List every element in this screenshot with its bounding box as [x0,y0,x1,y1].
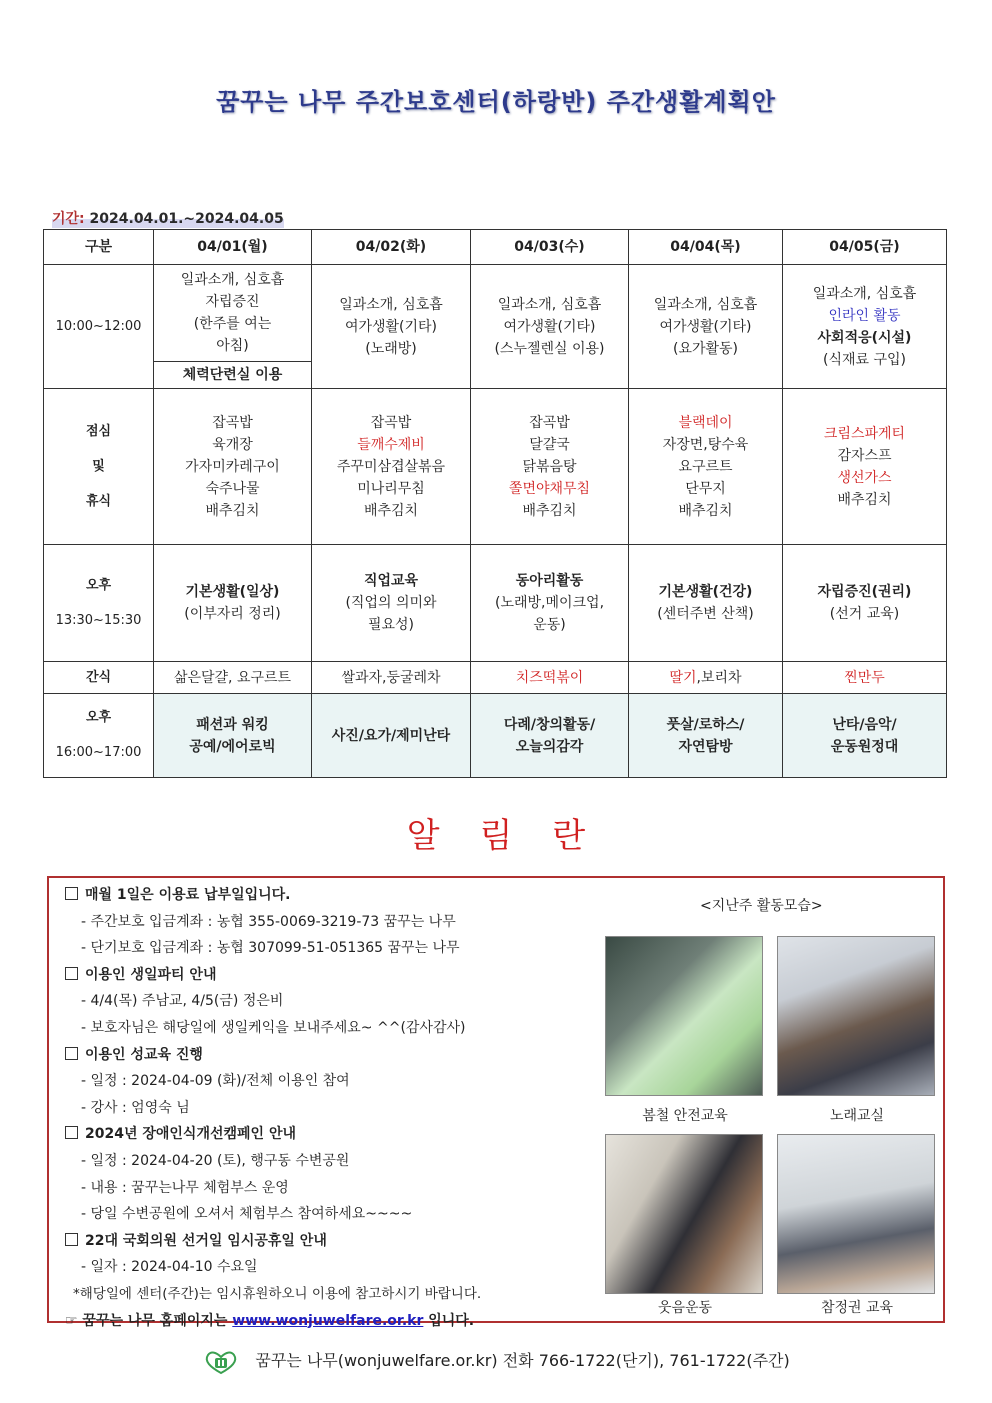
menu-item: 감자스프 [837,447,892,464]
line: 점심 [85,423,112,439]
snack-row [44,662,947,694]
menu-item: 배추김치 [522,502,577,519]
afternoon1-mon [154,545,312,662]
line: 자립증진 [205,294,260,310]
photo-caption: 참정권 교육 [820,1300,894,1316]
line: 오늘의감각 [515,738,584,755]
page-title: 꿈꾸는 나무 주간보호센터(하랑반) 주간생활계획안 [216,88,776,116]
menu-item: 잡곡밥 [370,414,412,431]
menu-item: 배추김치 [363,502,419,519]
line: 및 [92,458,105,474]
menu-item: 요구르트 [678,458,733,475]
menu-item: 생선가스 [837,469,892,486]
footnote: *해당일에 센터(주간)는 임시휴원하오니 이용에 참고하시기 바랍니다. [73,1285,482,1302]
menu-item: 배추김치 [837,491,892,508]
afternoon1-tue [312,545,471,662]
afternoon1-fri [783,545,947,662]
footer-text: 꿈꾸는 나무(wonjuwelfare.or.kr) 전화 766-1722(단기), 761-1722(주간) [255,1351,790,1370]
afternoon2-wed [471,694,629,778]
line: 일과소개, 심호흡 [339,296,443,313]
line: 공예/에어로빅 [189,738,276,755]
line: 여가생활(기타) [503,318,596,335]
notice-head-text: 매월 1일은 이용료 납부일입니다. [85,887,291,903]
snack-thu-a: 딸기 [669,669,697,686]
line: 필요성) [367,617,415,633]
afternoon2-tue [312,694,471,778]
afternoon1-thu [629,545,783,662]
line: (노래방,메이크업, [494,595,605,611]
notice-line: - 주간보호 입금계좌 : 농협 355-0069-3219-73 꿈꾸는 나무 [81,913,456,930]
notice-head [65,1228,605,1255]
line: 오후 [85,710,112,725]
menu-item: 닭볶음탕 [522,458,577,475]
morning-row [44,265,947,389]
header-cell: 구분 [44,230,154,265]
homepage-line [65,1308,605,1335]
menu-item: 들깨수제비 [357,436,425,453]
homepage-prefix: ☞ 꿈꾸는 나무 홈페이지는 [65,1312,228,1329]
lunch-row [44,389,947,545]
line: 16:00~17:00 [55,745,142,760]
photo-caption: 노래교실 [829,1108,885,1124]
lunch-fri [783,389,947,545]
menu-item: 배추김치 [205,502,260,519]
line: 여가생활(기타) [344,318,438,335]
homepage-suffix: 입니다. [428,1312,475,1329]
line: 패션과 워킹 [196,716,269,733]
notice-head-text: 22대 국회의원 선거일 임시공휴일 안내 [85,1232,327,1249]
period-label: 기간: [52,211,85,227]
lunch-wed [471,389,629,545]
afternoon1-row [44,545,947,662]
morning-thu [629,265,783,389]
footer [0,1348,992,1375]
notice-line: - 내용 : 꿈꾸는나무 체험부스 운영 [81,1179,289,1196]
line: (노래방) [365,340,417,357]
header-cell: 04/02(화) [312,230,471,265]
line: 풋살/로하스/ [666,716,745,733]
menu-item: 육개장 [212,436,253,453]
checkbox-icon [65,1047,78,1060]
period-value: 2024.04.01.~2024.04.05 [89,211,284,227]
row-label-afternoon2 [44,694,154,778]
line: (한주를 여는 [193,316,272,332]
line: (선거 교육) [829,606,900,622]
notice-head-text: 2024년 장애인식개선캠페인 안내 [85,1126,297,1143]
line: 기본생활(건강) [658,584,753,600]
menu-item: 블랙데이 [678,414,733,431]
header-row [44,230,947,265]
period [52,208,284,228]
afternoon2-row [44,694,947,778]
photo-caption: 봄철 안전교육 [642,1108,728,1124]
photo-caption: 웃음운동 [657,1300,713,1316]
notice-line: - 일자 : 2024-04-10 수요일 [81,1259,258,1276]
notice-head [65,1121,605,1148]
notice-head-text: 이용인 성교육 진행 [85,1046,203,1063]
row-label-lunch [44,389,154,545]
activity-photo [777,936,935,1096]
notice-line: - 강사 : 엄영숙 님 [81,1099,190,1116]
row-label-snack: 간식 [44,662,154,694]
lunch-mon [154,389,312,545]
notice-line: - 단기보호 입금계좌 : 농협 307099-51-051365 꿈꾸는 나무 [81,940,460,957]
activity-photo [605,936,763,1096]
line: 다례/창의활동/ [503,716,596,733]
morning-tue [312,265,471,389]
header-cell: 04/01(월) [154,230,312,265]
line: 운동) [533,617,566,633]
notice-list [65,882,605,1334]
photos-label: <지난주 활동모습> [700,898,823,914]
snack-fri: 찐만두 [783,662,947,694]
header-cell: 04/05(금) [783,230,947,265]
menu-item: 크림스파게티 [823,425,906,442]
gym-use: 체력단련실 이용 [154,361,311,388]
line: 13:30~15:30 [55,612,142,628]
afternoon2-fri [783,694,947,778]
activity-photo [605,1134,763,1294]
line: 인라인 활동 [828,307,901,324]
line: 휴식 [85,493,112,509]
line: 아침) [216,338,249,354]
header-cell: 04/03(수) [471,230,629,265]
line: 오후 [85,577,112,593]
line: 기본생활(일상) [185,584,280,600]
line: 일과소개, 심호흡 [653,296,758,313]
checkbox-icon [65,967,78,980]
notice-line: - 일정 : 2024-04-09 (화)/전체 이용인 참여 [81,1073,350,1090]
menu-item: 달걀국 [529,436,570,453]
snack-thu-b: ,보리차 [696,669,742,686]
afternoon1-wed [471,545,629,662]
line: 난타/음악/ [832,716,897,733]
menu-item: 주꾸미삼겹살볶음 [336,458,446,475]
line: 사회적응(시설) [817,329,912,346]
line: (센터주변 산책) [657,606,754,622]
line: 여가생활(기타) [659,318,752,335]
line: 일과소개, 심호흡 [180,272,285,288]
checkbox-icon [65,887,78,900]
lunch-thu [629,389,783,545]
notice-head-text: 이용인 생일파티 안내 [85,966,217,983]
notice-line: - 4/4(목) 주남교, 4/5(금) 정은비 [81,993,284,1010]
snack-thu [629,662,783,694]
line: 일과소개, 심호흡 [497,296,602,313]
lunch-tue [312,389,471,545]
line: 일과소개, 심호흡 [812,285,917,302]
line: 동아리활동 [515,573,584,589]
weekly-schedule-table [43,229,947,778]
notice-line: - 일정 : 2024-04-20 (토), 행구동 수변공원 [81,1152,350,1169]
line: 자립증진(권리) [817,584,912,600]
line: (직업의 의미와 [345,595,437,611]
line: (식재료 구입) [823,351,906,368]
homepage-link[interactable]: www.wonjuwelfare.or.kr [232,1312,424,1329]
snack-wed: 치즈떡볶이 [471,662,629,694]
afternoon2-mon [154,694,312,778]
notice-head [65,1042,605,1069]
header-cell: 04/04(목) [629,230,783,265]
menu-item: 배추김치 [678,502,733,519]
menu-item: 숙주나물 [205,480,260,497]
notice-box [47,876,945,1329]
line: 직업교육 [363,573,419,589]
notice-head [65,962,605,989]
menu-item: 쫄면야채무침 [508,480,591,497]
snack-tue: 쌀과자,둥굴레차 [312,662,471,694]
line: (스누젤렌실 이용) [494,340,605,357]
tree-logo-icon [202,1349,240,1375]
checkbox-icon [65,1233,78,1246]
checkbox-icon [65,1126,78,1139]
activity-photo [777,1134,935,1294]
morning-mon [154,265,312,389]
menu-item: 잡곡밥 [529,414,570,431]
line: 자연탐방 [678,738,733,755]
notice-line: - 보호자님은 해당일에 생일케익을 보내주세요~ ^^(감사감사) [81,1019,466,1036]
row-label-morning: 10:00~12:00 [44,265,154,389]
snack-mon: 삶은달걀, 요구르트 [154,662,312,694]
notice-title: 알림란 [406,816,626,856]
row-label-afternoon1 [44,545,154,662]
afternoon2-thu [629,694,783,778]
line: (요가활동) [672,340,739,357]
line: 사진/요가/제미난타 [331,727,451,744]
line: 운동원정대 [830,738,899,755]
menu-item: 가자미카레구이 [185,458,280,475]
menu-item: 자장면,탕수육 [662,436,749,453]
notice-line: - 당일 수변공원에 오셔서 체험부스 참여하세요~~~~ [81,1206,413,1223]
menu-item: 단무지 [685,480,726,497]
morning-wed [471,265,629,389]
menu-item: 미나리무침 [357,480,425,497]
line: (이부자리 정리) [184,606,281,622]
menu-item: 잡곡밥 [212,414,253,431]
morning-fri [783,265,947,389]
notice-head [65,882,605,909]
